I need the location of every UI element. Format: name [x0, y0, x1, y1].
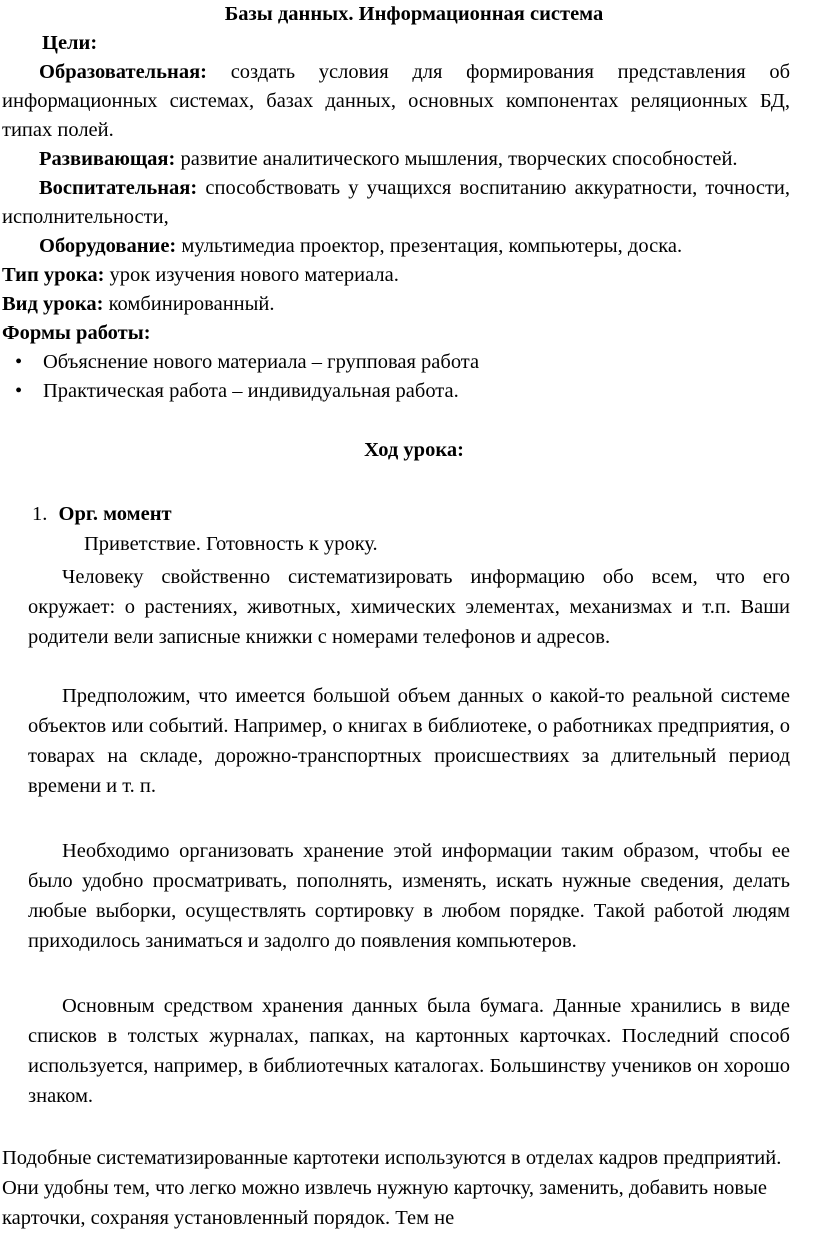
spacer [2, 801, 790, 830]
spacer [2, 956, 790, 985]
goal-developing [2, 145, 790, 174]
paragraph-final: Подобные систематизированные картотеки используются в отделах кадров предприятий. Они удобны тем, что легко можно извлечь нужную карточку, заменить, добавить новые карточки, сохраняя установленный порядок. Тем не [2, 1147, 782, 1229]
goal-educational-label: Образовательная: [39, 61, 207, 83]
list-item [2, 377, 790, 406]
list-item-text: Объяснение нового материала – групповая работа [43, 351, 480, 373]
bullet-icon: • [15, 380, 23, 402]
equipment-text: мультимедиа проектор, презентация, компьютеры, доска. [181, 235, 683, 257]
goal-upbringing [2, 174, 790, 232]
equipment-label: Оборудование: [39, 235, 177, 257]
lesson-type [2, 261, 790, 290]
goal-developing-text: развитие аналитического мышления, творческих способностей. [180, 148, 738, 170]
list-item [2, 348, 790, 377]
lesson-kind-label: Вид урока: [2, 293, 104, 315]
step-label: Орг. момент [58, 503, 172, 525]
spacer [2, 652, 790, 681]
document-page [2, 0, 790, 1233]
lesson-flow-heading: Ход урока: [364, 439, 464, 461]
spacer [2, 1111, 790, 1140]
work-forms-heading: Формы работы: [2, 322, 151, 344]
lesson-kind-text: комбинированный. [108, 293, 275, 315]
goal-educational-text: создать условия для формирования представления об информационных системах, базах данных, основных компонентах реляционных БД, типах полей. [2, 61, 791, 141]
spacer [2, 406, 790, 435]
paragraph-2: Предположим, что имеется большой объем данных о какой-то реальной системе объектов или событий. Например, о книгах в библиотеке, о работниках предприятия, о товарах на складе, дорожно-транспортных происшествиях за длительный период времени и т. п. [28, 685, 790, 797]
lesson-type-text: урок изучения нового материала. [109, 264, 399, 286]
goal-educational [2, 58, 790, 145]
step-org-moment [2, 500, 790, 529]
greeting: Приветствие. Готовность к уроку. [84, 533, 378, 555]
paragraph-3: Необходимо организовать хранение этой информации таким образом, чтобы ее было удобно просматривать, пополнять, изменять, искать нужные сведения, делать любые выборки, осуществлять сортировку в любом порядке. Такой работой людям приходилось заниматься и задолго до появления компьютеров. [28, 840, 790, 952]
spacer [2, 465, 790, 494]
list-item-text: Практическая работа – индивидуальная работа. [43, 380, 459, 402]
goal-upbringing-text: способствовать у учащихся воспитанию аккуратности, точности, исполнительности, [2, 177, 791, 228]
paragraph-1: Человеку свойственно систематизировать информацию обо всем, что его окружает: о растениях, животных, химических элементах, механизмах и т.п. Ваши родители вели записные книжки с номерами телефонов и адресов. [28, 566, 790, 648]
goal-upbringing-label: Воспитательная: [39, 177, 198, 199]
goals-heading: Цели: [42, 32, 98, 54]
bullet-icon: • [15, 351, 23, 373]
lesson-kind [2, 290, 790, 319]
paragraph-4: Основным средством хранения данных была бумага. Данные хранились в виде списков в толстых журналах, папках, на картонных карточках. Последний способ используется, например, в библиотечных каталогах. Большинству учеников он хорошо знаком. [28, 995, 790, 1107]
lesson-type-label: Тип урока: [2, 264, 105, 286]
page-title: Базы данных. Информационная система [224, 3, 604, 25]
work-forms-list [2, 348, 790, 406]
equipment [2, 232, 790, 261]
step-number: 1. [32, 503, 48, 525]
goal-developing-label: Развивающая: [39, 148, 176, 170]
